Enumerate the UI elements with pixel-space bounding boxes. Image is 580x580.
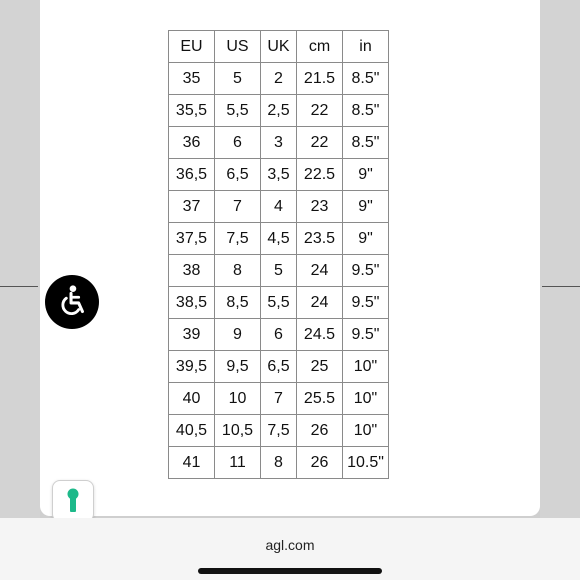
cell-eu: 35,5 [169,95,215,127]
right-backdrop [540,0,580,518]
cell-us: 6,5 [215,159,261,191]
table-row [169,383,389,415]
cell-uk: 3,5 [261,159,297,191]
cell-cm: 24.5 [297,319,343,351]
cell-us: 10 [215,383,261,415]
cell-uk: 4 [261,191,297,223]
cell-uk: 2,5 [261,95,297,127]
url-text[interactable]: agl.com [265,537,315,553]
cell-cm: 26 [297,447,343,479]
cell-cm: 22 [297,127,343,159]
cell-in: 8.5" [343,127,389,159]
cell-in: 8.5" [343,95,389,127]
cell-uk: 6,5 [261,351,297,383]
cell-eu: 35 [169,63,215,95]
cell-eu: 40,5 [169,415,215,447]
cell-in: 10" [343,351,389,383]
cell-cm: 22 [297,95,343,127]
table-body [169,63,389,479]
table-row [169,319,389,351]
left-backdrop [0,0,40,518]
lock-widget-button[interactable] [52,480,94,522]
cell-cm: 21.5 [297,63,343,95]
cell-in: 9" [343,159,389,191]
cell-uk: 7,5 [261,415,297,447]
cell-eu: 39,5 [169,351,215,383]
cell-us: 7 [215,191,261,223]
cell-cm: 24 [297,255,343,287]
accessibility-button[interactable] [45,275,99,329]
cell-in: 9.5" [343,255,389,287]
cell-eu: 37 [169,191,215,223]
cell-uk: 5 [261,255,297,287]
table-row [169,223,389,255]
right-edge-line [542,286,580,287]
cell-in: 8.5" [343,63,389,95]
cell-cm: 25.5 [297,383,343,415]
table-row [169,95,389,127]
header-eu: EU [169,31,215,63]
cell-us: 8,5 [215,287,261,319]
cell-uk: 6 [261,319,297,351]
cell-us: 10,5 [215,415,261,447]
cell-cm: 23.5 [297,223,343,255]
left-edge-line [0,286,38,287]
cell-us: 9,5 [215,351,261,383]
cell-in: 9" [343,223,389,255]
cell-in: 9" [343,191,389,223]
cell-cm: 26 [297,415,343,447]
keyhole-lock-icon [65,488,81,514]
table-header-row [169,31,389,63]
cell-cm: 24 [297,287,343,319]
cell-eu: 39 [169,319,215,351]
header-us: US [215,31,261,63]
home-indicator [198,568,382,574]
header-in: in [343,31,389,63]
cell-uk: 4,5 [261,223,297,255]
cell-uk: 2 [261,63,297,95]
cell-uk: 7 [261,383,297,415]
cell-us: 5,5 [215,95,261,127]
table-row [169,255,389,287]
cell-eu: 41 [169,447,215,479]
table-row [169,447,389,479]
table-row [169,191,389,223]
header-uk: UK [261,31,297,63]
cell-us: 6 [215,127,261,159]
cell-in: 10" [343,415,389,447]
table-row [169,127,389,159]
table-row [169,159,389,191]
cell-in: 10.5" [343,447,389,479]
cell-us: 5 [215,63,261,95]
table-row [169,415,389,447]
cell-uk: 8 [261,447,297,479]
cell-cm: 23 [297,191,343,223]
cell-eu: 36 [169,127,215,159]
cell-uk: 3 [261,127,297,159]
cell-us: 7,5 [215,223,261,255]
cell-us: 11 [215,447,261,479]
cell-cm: 25 [297,351,343,383]
cell-eu: 37,5 [169,223,215,255]
cell-in: 10" [343,383,389,415]
cell-in: 9.5" [343,287,389,319]
wheelchair-icon [53,283,91,321]
table-row [169,351,389,383]
cell-cm: 22.5 [297,159,343,191]
cell-uk: 5,5 [261,287,297,319]
table-row [169,63,389,95]
size-chart-table [168,30,389,479]
cell-eu: 38 [169,255,215,287]
cell-in: 9.5" [343,319,389,351]
cell-eu: 38,5 [169,287,215,319]
cell-eu: 40 [169,383,215,415]
cell-eu: 36,5 [169,159,215,191]
cell-us: 9 [215,319,261,351]
table-row [169,287,389,319]
cell-us: 8 [215,255,261,287]
header-cm: cm [297,31,343,63]
